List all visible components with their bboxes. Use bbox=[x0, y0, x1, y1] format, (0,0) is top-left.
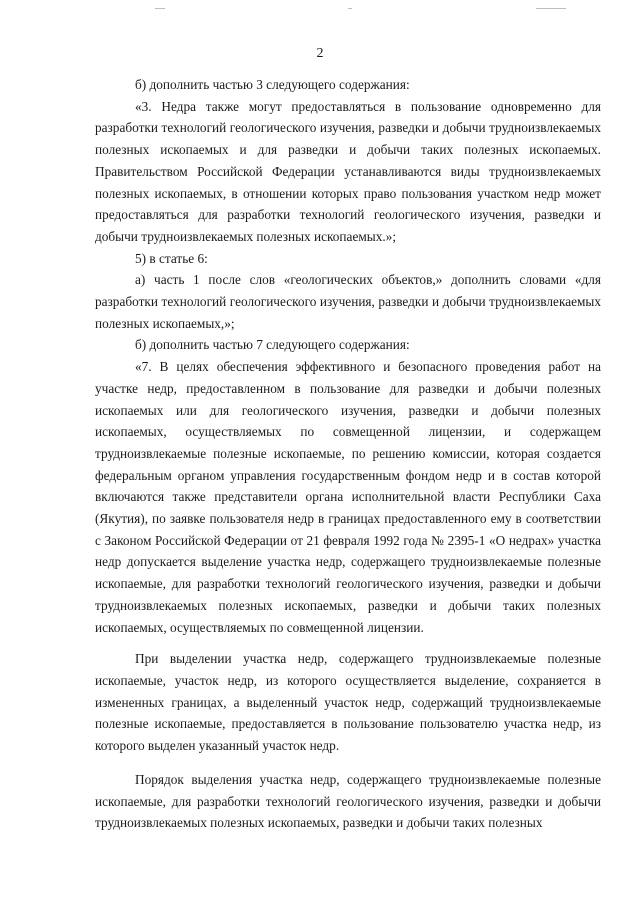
scan-artifact bbox=[536, 8, 566, 9]
document-body bbox=[95, 74, 601, 834]
paragraph: б) дополнить частью 7 следующего содержания: bbox=[135, 337, 410, 353]
paragraph: Порядок выделения участка недр, содержащего трудноизвлекаемые полезные ископаемые, для разработки технологий геологического изучения, разведки и добычи трудноизвлекаемых полезных ископаемых, разведки и добычи таких полезных bbox=[95, 771, 601, 831]
paragraph: «7. В целях обеспечения эффективного и безопасного проведения работ на участке недр, предоставленном в пользование для разведки и добычи полезных ископаемых или для геологического изучения, разведки и добычи полезных ископаемых, осуществляемых по совмещенной лицензии, и содержащем трудноизвлекаемые полезные ископаемые, по решению комиссии, которая создается федеральным органом управления государственным фондом недр и в состав которой включаются также представители органа исполнительной власти Республики Саха (Якутия), по заявке пользователя недр в границах предоставленного ему в соответствии с Законом Российской Федерации от 21 февраля 1992 года № 2395-1 «О недрах» участка недр допускается выделение участка недр, содержащего трудноизвлекаемые полезные ископаемые, для разработки технологий геологического изучения, разведки и добычи трудноизвлекаемых полезных ископаемых, разведки и добычи таких полезных ископаемых, осуществляемых по совмещенной лицензии. bbox=[95, 359, 601, 635]
scan-artifact bbox=[348, 8, 352, 9]
paragraph: При выделении участка недр, содержащего трудноизвлекаемые полезные ископаемые, участок недр, из которого осуществляется выделение, сохраняется в измененных границах, а выделенный участок недр, содержащий трудноизвлекаемые полезные ископаемые, предоставляется в пользование пользователю участка недр, из которого выделен указанный участок недр. bbox=[95, 651, 601, 754]
page-number: 2 bbox=[316, 46, 324, 61]
paragraph: б) дополнить частью 3 следующего содержания: bbox=[135, 77, 410, 92]
paragraph: а) часть 1 после слов «геологических объектов,» дополнить словами «для разработки технологий геологического изучения, разведки и добычи трудноизвлекаемых полезных ископаемых,»; bbox=[95, 272, 601, 331]
paragraph: «3. Недра также могут предоставляться в пользование одновременно для разработки технологий геологического изучения, разведки и добычи трудноизвлекаемых полезных ископаемых и для разведки и добычи таких полезных ископаемых. Правительством Российской Федерации устанавливаются виды трудноизвлекаемых полезных ископаемых, в отношении которых право пользования участком недр может предоставляться для разработки технологий геологического изучения, разведки и добычи трудноизвлекаемых полезных ископаемых.»; bbox=[95, 98, 601, 244]
paragraph: 5) в статье 6: bbox=[135, 250, 208, 266]
scan-artifact bbox=[155, 8, 165, 9]
